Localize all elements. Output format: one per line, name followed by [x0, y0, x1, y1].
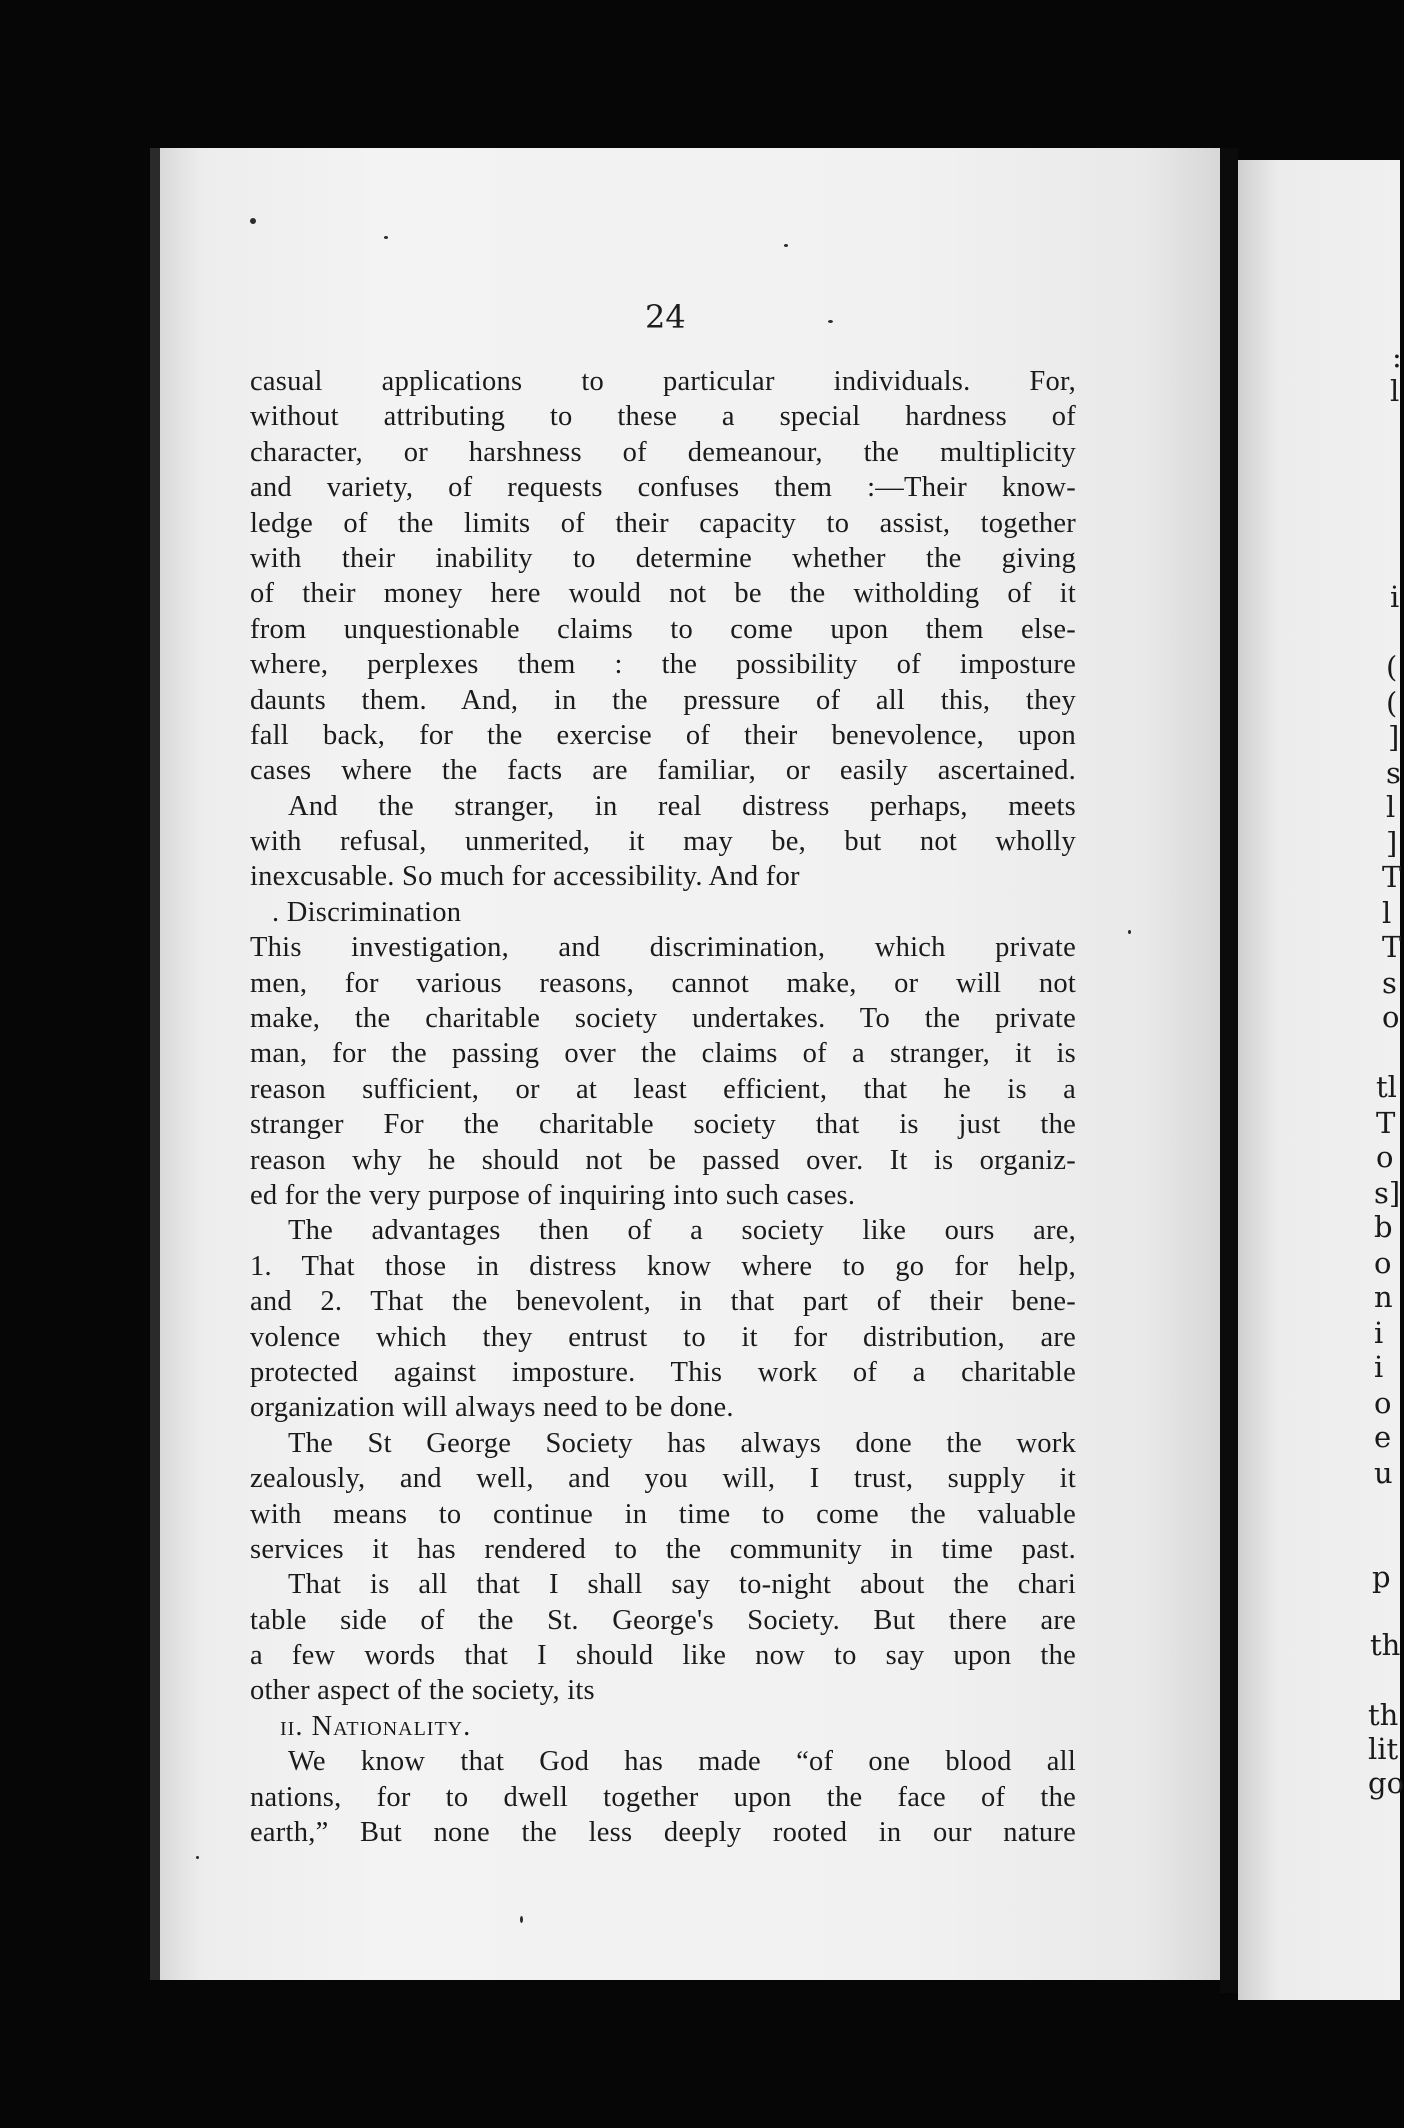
facing-page-fragment: e [1374, 1420, 1392, 1454]
facing-page-fragment: s [1386, 756, 1401, 790]
scan-speck [1128, 930, 1131, 934]
facing-page-fragment: n [1374, 1280, 1393, 1314]
text-line: character, or harshness of demeanour, the multiplicity [250, 436, 1076, 468]
text-line: nations, for to dwell together upon the face of the [250, 1781, 1076, 1813]
text-line: zealously, and well, and you will, I trust, supply it [250, 1463, 1076, 1495]
text-line: of their money here would not be the witholding of it [250, 578, 1076, 610]
scan-speck [384, 236, 388, 239]
facing-page-fragment: ( [1386, 686, 1398, 720]
text-line: reason sufficient, or at least efficient, that he is a [250, 1073, 1076, 1105]
text-line: and variety, of requests confuses them :—Their know- [250, 472, 1076, 504]
text-line: reason why he should not be passed over. It is organiz- [250, 1144, 1076, 1176]
text-line: fall back, for the exercise of their benevolence, upon [250, 719, 1076, 751]
text-line: other aspect of the society, its [250, 1675, 595, 1707]
text-line: The St George Society has always done the work [288, 1427, 1076, 1459]
text-line: daunts them. And, in the pressure of all this, they [250, 684, 1076, 716]
facing-page-fragment: i [1374, 1350, 1384, 1384]
scan-speck [520, 1916, 523, 1923]
text-line: protected against imposture. This work of a charitable [250, 1356, 1076, 1388]
facing-page-fragment: i [1390, 580, 1400, 614]
facing-page-fragment: T [1376, 1106, 1396, 1140]
facing-page-fragment: o [1382, 1000, 1400, 1034]
text-line: services it has rendered to the community in time past. [250, 1533, 1076, 1565]
text-line: man, for the passing over the claims of a stranger, it is [250, 1038, 1076, 1070]
text-line: ed for the very purpose of inquiring into such cases. [250, 1179, 856, 1211]
text-line: 1. That those in distress know where to go for help, [250, 1250, 1076, 1282]
facing-page-fragment: o [1374, 1246, 1392, 1280]
text-line: without attributing to these a special hardness of [250, 401, 1076, 433]
scan-speck [784, 244, 788, 247]
text-line: stranger For the charitable society that is just the [250, 1109, 1076, 1141]
facing-page-fragment: lit [1368, 1732, 1399, 1766]
facing-page-fragment: go [1368, 1766, 1404, 1800]
facing-page-fragment: o [1374, 1386, 1392, 1420]
facing-page-fragment: p [1372, 1560, 1391, 1594]
text-line: We know that God has made “of one blood all [288, 1746, 1076, 1778]
text-line: men, for various reasons, cannot make, or will not [250, 967, 1076, 999]
facing-page-fragment: T [1382, 860, 1402, 894]
text-line: casual applications to particular individuals. For, [250, 366, 1076, 397]
facing-page-fragment: l [1390, 374, 1400, 408]
text-line: That is all that I shall say to-night about the chari [288, 1569, 1076, 1601]
text-line: with means to continue in time to come the valuable [250, 1498, 1076, 1530]
text-line: This investigation, and discrimination, which private [250, 932, 1076, 964]
scan-speck [828, 320, 833, 323]
facing-page-fragment: th [1370, 1628, 1401, 1662]
text-line: with refusal, unmerited, it may be, but not wholly [250, 826, 1076, 858]
facing-page-fragment: s [1382, 966, 1397, 1000]
text-line: from unquestionable claims to come upon them else- [250, 613, 1076, 645]
facing-page-fragment: th [1368, 1698, 1399, 1732]
facing-page-fragment: tl [1376, 1070, 1397, 1104]
text-line: make, the charitable society undertakes. To the private [250, 1003, 1076, 1035]
facing-page-fragment: l [1382, 896, 1392, 930]
text-line: ledge of the limits of their capacity to assist, together [250, 507, 1076, 539]
text-line: The advantages then of a society like ours are, [288, 1215, 1076, 1247]
text-line: And the stranger, in real distress perhaps, meets [288, 790, 1076, 822]
facing-page-fragment: T [1382, 930, 1402, 964]
section-heading-discrimination: . Discrimination [272, 896, 462, 928]
text-line: earth,” But none the less deeply rooted in our nature [250, 1817, 1076, 1849]
text-line: cases where the facts are familiar, or easily ascertained. [250, 755, 1076, 787]
facing-page-fragment: ( [1386, 650, 1398, 684]
scan-speck [196, 1856, 199, 1859]
text-line: where, perplexes them : the possibility of imposture [250, 649, 1076, 681]
facing-page-fragment: l [1386, 790, 1396, 824]
page-body-text [250, 364, 1076, 1850]
text-line: organization will always need to be done. [250, 1392, 734, 1424]
text-line: and 2. That the benevolent, in that part of their bene- [250, 1286, 1076, 1318]
scan-speck [250, 218, 256, 224]
text-line: table side of the St. George's Society. But there are [250, 1604, 1076, 1636]
text-line: inexcusable. So much for accessibility. And for [250, 861, 800, 893]
facing-page-fragment: ] [1386, 826, 1398, 860]
text-line: with their inability to determine whether the giving [250, 542, 1076, 574]
facing-page-fragment: u [1374, 1456, 1393, 1490]
text-line: volence which they entrust to it for distribution, are [250, 1321, 1076, 1353]
facing-page-fragment: s] [1374, 1176, 1401, 1210]
facing-page-fragment: b [1374, 1210, 1393, 1244]
page-gutter [1220, 148, 1238, 1993]
page-number: 24 [645, 298, 686, 336]
facing-page-fragment: ] [1388, 720, 1400, 754]
facing-page-fragment: i [1374, 1316, 1384, 1350]
facing-page-fragment: o [1376, 1140, 1394, 1174]
section-heading-nationality: ii. Nationality. [280, 1710, 472, 1742]
text-line: a few words that I should like now to say upon the [250, 1640, 1076, 1672]
facing-page-fragment: : [1392, 340, 1402, 374]
